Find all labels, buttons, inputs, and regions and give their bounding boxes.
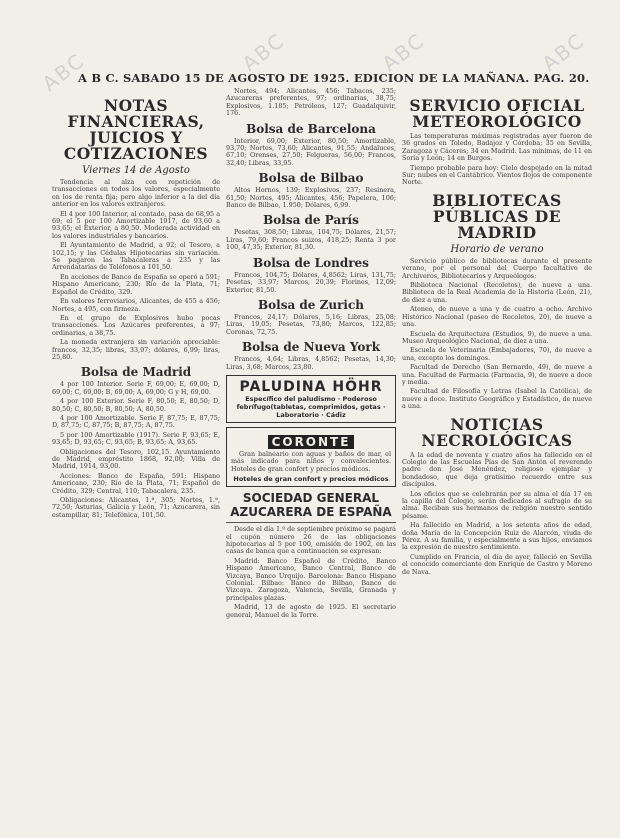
watermark: ABC [237, 28, 290, 76]
paragraph: Escuela de Veterinaria (Embajadores, 70), de nueve a una, excepto los domingos. [402, 346, 592, 362]
paragraph: Facultad de Filosofía y Letras (Isabel la Católica), de nueve a doce. Instituto Geográfico y Estadístico, de nueve a una. [402, 387, 592, 411]
watermark: ABC [537, 28, 590, 76]
paragraph: El 4 por 100 Interior, al contado, pasa de 68,95 a 69; el 5 por 100 Amortizable 1917, de 93,60 a 93,65; el Exterior, a 80,50. Moderada actividad en los valores industriales y bancarios. [52, 209, 220, 240]
paragraph: Ha fallecido en Madrid, a los setenta años de edad, doña María de la Concepción Ruiz de Alarcón, viuda de Pérez. A su familia, y especialmente a sus hijos, enviamos la expresión de nuestro sentimiento. [402, 521, 592, 552]
paragraph: Ateneo, de nueve a una y de cuatro a ocho. Archivo Histórico Nacional (paseo de Recoletos, 20), de nueve a una. [402, 305, 592, 329]
paragraph: Desde el día 1.º de septiembre próximo se pagará el cupón número 26 de las obligaciones hipotecarias al 5 por 100, emisión de 1902, en las casas de banca que a continuación se expresan: [226, 525, 396, 556]
ad-subtitle: Específico del paludismo · Poderoso febrífugo(tabletas, comprimidos, gotas · Laboratorio · Cádiz [236, 394, 386, 419]
paragraph: Madrid: Banco Español de Crédito, Banco Hispano Americano, Banco Central, Banco de Vizcaya, Banco Urquijo. Barcelona: Banco Hispano Colonial. Bilbao: Banco de Bilbao, Banco de Vizcaya. Zaragoza, Valencia, Sevilla, Granada y principales plazas. [226, 556, 396, 602]
paragraph: Madrid, 13 de agosto de 1925. El secretario general, Manuel de la Torre. [226, 603, 396, 619]
paragraph: Los oficios que se celebrarán por su alma el día 17 en la capilla del Colegio, serán dedicados al sufragio de su alma. Reciban sus hermanos de religión nuestro sentido pésame. [402, 489, 592, 520]
watermark: ABC [377, 28, 430, 76]
paragraph: Altos Hornos, 139; Explosivos, 237; Resinera, 61,50; Nortes, 495; Alicantes, 456; Papelera, 106; Banco de Bilbao, 1.950; Dólares, 6,99. [226, 186, 396, 210]
paragraph: Obligaciones: Alicantes, 1.ª, 305; Nortes, 1.ª, 72,50; Asturias, Galicia y León, 71; Azucarera, sin estampillar, 81; Telefónica, 101,50. [52, 496, 220, 519]
section-title-noticias: NOTICIAS NECROLÓGICAS [421, 414, 573, 450]
paragraph: 4 por 100 Exterior. Serie F, 80,50; E, 80,50; D, 80,50; C, 80,50; B, 80,50; A, 80,50. [52, 397, 220, 413]
section-title-bolsa-nueva-york: Bolsa de Nueva York [241, 340, 381, 355]
ad-azucarera-title: SOCIEDAD GENERAL AZUCARERA DE ESPAÑA [230, 491, 392, 520]
paragraph: Servicio público de bibliotecas durante el presente verano, por el personal del Cuerpo facultativo de Archiveros, Bibliotecarios y Arqueólogos: [402, 256, 592, 280]
section-title-bolsa-zurich: Bolsa de Zurich [257, 297, 364, 312]
paragraph: Las temperaturas máximas registradas ayer fueron de 36 grados en Toledo, Badajoz y Córdoba; 35 en Sevilla, Zaragoza y Cáceres; 34 en Madrid. Las mínimas, de 11 en Soria y León; 14 en Burgos. [402, 132, 592, 163]
section-title-meteorologico: SERVICIO OFICIAL METEOROLÓGICO [409, 96, 585, 131]
paragraph: El Ayuntamiento de Madrid, a 92; el Tesoro, a 102,15; y las Cédulas Hipotecarias sin variación. Se pagaron las Tabacaleras a 235 y las Arrendatarias de Teléfonos a 101,50. [52, 241, 220, 272]
paragraph: La moneda extranjera sin variación apreciable: francos, 32,35; libras, 33,97; dólares, 6,99; liras, 25,80. [52, 338, 220, 361]
page-header: A B C. SABADO 15 DE AGOSTO DE 1925. EDICION DE LA MAÑANA. PAG. 20. [78, 71, 590, 85]
paragraph: A la edad de noventa y cuatro años ha fallecido en el Colegio de las Escuelas Pías de San Antón el reverendo padre don José Menéndez, religioso ejemplar y bondadoso, que deja gratísimo recuerdo entre sus discípulos. [402, 450, 592, 489]
paragraph: Interior, 69,00; Exterior, 80,50; Amortizable, 93,70; Nortes, 73,60; Alicantes, 91,55; Andaluces, 67,10; Orenses, 27,50; Felgueras, 56,00; Francos, 32,40; Libras, 33,95. [226, 136, 396, 167]
section-title-bolsa-paris: Bolsa de París [263, 213, 359, 228]
paragraph: En valores ferroviarios, Alicantes, de 455 a 456; Nortes, a 495, con firmeza. [52, 297, 220, 313]
column-notices [402, 96, 592, 830]
section-subtitle: Horario de verano [450, 243, 544, 255]
divider [226, 522, 396, 523]
paragraph: 4 por 100 Amortizable. Serie F, 87,75; E, 87,75; D, 87,75; C, 87,75; B, 87,75; A, 87,75. [52, 413, 220, 430]
paragraph: Cumplido en Francia, el día de ayer, falleció en Sevilla el conocido comerciante don Enrique de Castro y Moreno de Nava. [402, 552, 592, 576]
ad-title: PALUDINA HÖHR [239, 378, 383, 395]
watermark: ABC [37, 48, 90, 96]
column-markets [226, 88, 396, 830]
section-date: Viernes 14 de Agosto [82, 165, 190, 176]
ad-coronte [226, 427, 396, 487]
paragraph: 5 por 100 Amortizable (1917). Serie F, 93,65; E, 93,65; D, 93,65; C, 93,65; B, 93,65; A, 93,65. [52, 430, 220, 447]
paragraph: Nortes, 494; Alicantes, 456; Tabacos, 235; Azucareras preferentes, 97; ordinarias, 38,75; Explosivos, 1.185; Petróleos, 127; Guadalquivir, 176. [226, 88, 396, 118]
section-title-financial: NOTAS FINANCIERAS, JUICIOS Y COTIZACIONES [63, 96, 209, 163]
paragraph: Facultad de Derecho (San Bernardo, 49), de nueve a una. Facultad de Farmacia (Farmacia, 9), de nueve a doce y media. [402, 363, 592, 386]
ad-title: CORONTE [268, 435, 355, 449]
ad-paludina [226, 375, 396, 423]
section-title-bibliotecas: BIBLIOTECAS PÚBLICAS DE MADRID [432, 190, 562, 242]
paragraph: Francos, 24,17; Dólares, 5,16; Libras, 25,08; Liras, 19,05; Pesetas, 73,80; Marcos, 122,85; Coronas, 72,75. [226, 312, 396, 336]
section-title-bolsa-londres: Bolsa de Londres [253, 255, 369, 270]
ad-footer: Hoteles de gran confort y precios módicos [233, 475, 389, 484]
column-financial [52, 96, 220, 830]
paragraph: Pesetas, 308,50; Libras, 104,75; Dólares, 21,57; Liras, 79,60; Francos suizos, 418,25; Renta 3 por 100, 47,35; Exterior, 81,30. [226, 228, 396, 252]
paragraph: En acciones de Banco de España se operó a 591; Hispano Americano, 230; Río de la Plata, 71; Español de Crédito, 329. [52, 272, 220, 296]
paragraph: Francos, 4,64; Libras, 4,8562; Pesetas, 14,30; Liras, 3,68; Marcos, 23,80. [226, 355, 396, 371]
paragraph: 4 por 100 Interior. Serie F, 69,00; E, 69,00; D, 69,00; C, 69,00; B, 69,00; A, 69,00; G y H, 69,00. [52, 380, 220, 396]
paragraph: Gran balneario con aguas y baños de mar, el más indicado para niños y convalecientes. Hoteles de gran confort y precios módicos. [231, 449, 391, 473]
paragraph: Tiempo probable para hoy: Cielo despejado en la mitad Sur; nubes en el Cantábrico. Vientos flojos de componente Norte. [402, 163, 592, 187]
paragraph: Francos, 104,75; Dólares, 4,8562; Liras, 131,75; Pesetas, 33,97; Marcos, 20,39; Florines, 12,09; Exterior, 81,50. [226, 270, 396, 294]
section-title-bolsa-bilbao: Bolsa de Bilbao [258, 171, 364, 186]
paragraph: En el grupo de Explosivos hubo pocas transacciones. Los Azúcares preferentes, a 97; ordinarias, a 38,75. [52, 313, 220, 337]
paragraph: Tendencia al alza con repetición de transacciones en todos los valores, especialmente en los de renta fija; pero algo inferior a la del día anterior en los valores extranjeros. [52, 178, 220, 209]
section-title-bolsa-madrid: Bolsa de Madrid [80, 365, 192, 380]
section-title-bolsa-barcelona: Bolsa de Barcelona [246, 121, 376, 136]
paragraph: Escuela de Arquitectura (Estudios, 9), de nueve a una. Museo Arqueológico Nacional, de diez a una. [402, 329, 592, 345]
paragraph: Acciones: Banco de España, 591; Hispano Americano, 230; Río de la Plata, 71; Español de Crédito, 329; Central, 110; Tabacalera, 235. [52, 471, 220, 495]
paragraph: Biblioteca Nacional (Recoletos), de nueve a una. Biblioteca de la Real Academia de la Historia (León, 21), de diez a una. [402, 281, 592, 304]
paragraph: Obligaciones del Tesoro, 102,15. Ayuntamiento de Madrid, empréstito 1868, 92,00; Villa de Madrid, 1914, 93,00. [52, 447, 220, 471]
